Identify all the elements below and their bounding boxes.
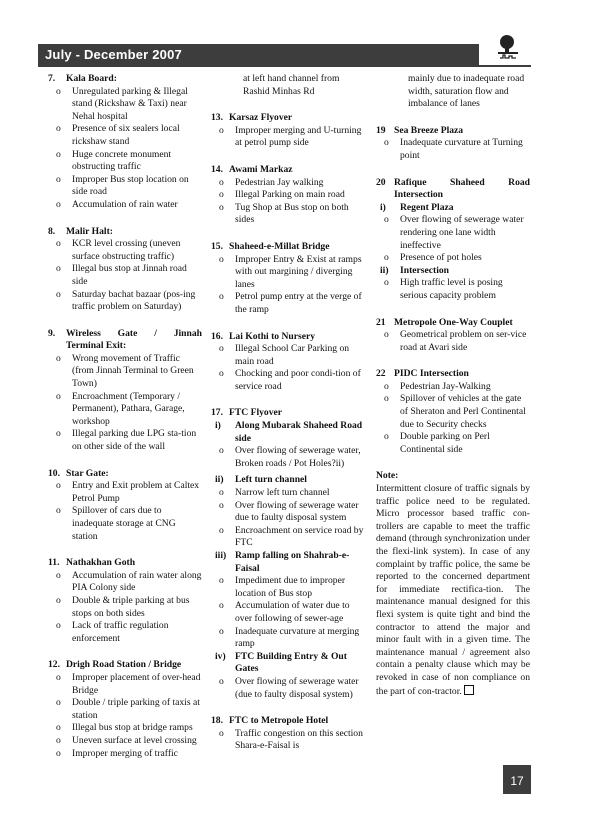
section-title-continued: Intersection — [394, 189, 444, 201]
column-2 — [211, 73, 367, 767]
list-item: o Improper placement of over-head Bridge — [56, 671, 201, 696]
section-number: 11. — [48, 557, 60, 569]
section-19 — [376, 125, 530, 163]
list-item: o Geometrical problem on ser-vice road at Avari side — [384, 329, 527, 353]
section-12 — [48, 659, 202, 760]
list-item: o Inadequate curvature at Turning point — [384, 137, 523, 161]
section-title: Awami Markaz — [229, 163, 293, 175]
list-item: o Improper merging of traffic — [56, 747, 178, 759]
continued-text: at left hand channel from Rashid Minhas Rd — [243, 73, 340, 97]
section-8 — [48, 226, 202, 314]
list-item: o Lack of traffic regulation enforcement — [56, 620, 169, 644]
column-1 — [48, 73, 202, 774]
organization-logo-icon — [492, 30, 528, 66]
section-20 — [376, 177, 530, 303]
section-number: 16. — [211, 330, 223, 342]
list-item: o Illegal parking due LPG sta-tion on other side of the wall — [56, 428, 197, 453]
section-number: 20 — [376, 176, 386, 188]
list-item: o Pedestrian Jay-Walking — [384, 380, 491, 392]
list-item: o Wrong movement of Traffic (from Jinnah Terminal to Green Town) — [56, 352, 194, 390]
subsection-heading: iv) FTC Building Entry & Out Gates — [215, 650, 347, 675]
section-number: 15. — [211, 240, 223, 252]
column-3 — [376, 73, 530, 698]
list-item: o Spillover of vehicles at the gate of Sheraton and Perl Continental due to Security checks — [384, 393, 526, 430]
list-item: o Impediment due to improper location of Bus stop — [219, 575, 346, 599]
note-block — [376, 470, 530, 698]
section-title-continued: Terminal Exit: — [66, 340, 127, 352]
end-mark-icon — [464, 685, 474, 695]
section-12-continued — [211, 73, 367, 98]
list-item: o Pedestrian Jay walking — [219, 176, 324, 188]
section-18 — [211, 715, 367, 753]
list-item: o Inadequate curvature at merging ramp — [219, 625, 360, 650]
section-15 — [211, 241, 367, 317]
list-item: o Tug Shop at Bus stop on both sides — [219, 201, 349, 226]
section-number: 22 — [376, 368, 386, 380]
page-number-underline — [503, 793, 531, 794]
list-item: o Illegal Parking on main road — [219, 189, 345, 201]
section-title: Kala Board: — [66, 73, 117, 84]
list-item: o High traffic level is posing serious capacity problem — [384, 277, 503, 301]
section-number: 19 — [376, 124, 386, 136]
section-number: 9. — [48, 327, 56, 339]
section-10 — [48, 468, 202, 544]
section-number: 14. — [211, 163, 223, 175]
list-item: o Entry and Exit problem at Caltex Petrol Pump — [56, 480, 200, 504]
section-18-continued — [376, 73, 530, 111]
list-item: o Illegal bus stop at Jinnah road side — [56, 263, 187, 287]
list-item: o Petrol pump entry at the verge of the ramp — [219, 291, 362, 315]
section-title: Karsaz Flyover — [229, 112, 293, 124]
section-16 — [211, 331, 367, 394]
section-14 — [211, 164, 367, 227]
note-title: Note: — [376, 470, 399, 482]
section-21 — [376, 317, 530, 355]
list-item: o Uneven surface at level crossing — [56, 734, 197, 746]
list-item: o Encroachment on service road by FTC — [219, 524, 364, 549]
section-title: Wireless Gate / Jinnah — [66, 327, 202, 339]
section-number: 21 — [376, 316, 386, 328]
list-item: o Spillover of cars due to inadequate storage at CNG station — [56, 505, 176, 542]
subsection-heading: i) Along Mubarak Shaheed Road side — [215, 420, 363, 444]
list-item: o Presence of six sealers local rickshaw stand — [56, 123, 180, 147]
section-title: Rafique Shaheed Road — [394, 176, 530, 188]
section-11 — [48, 557, 202, 645]
list-item: o Illegal School Car Parking on main road — [219, 343, 350, 367]
list-item: o Chocking and poor condi-tion of service road — [219, 368, 361, 392]
section-title: FTC to Metropole Hotel — [229, 715, 329, 727]
section-title: FTC Flyover — [229, 407, 283, 419]
section-13 — [211, 112, 367, 150]
section-22 — [376, 368, 530, 456]
list-item: o Narrow left turn channel — [219, 487, 330, 499]
header-title: July - December 2007 — [45, 47, 182, 62]
section-9 — [48, 328, 202, 454]
list-item: o Over flowing of sewerage water, Broken roads / Pot Holes?ii) — [219, 445, 361, 469]
section-17 — [211, 407, 367, 701]
list-item: o Unregulated parking & Illegal stand (Rickshaw & Taxi) near Nehal hospital — [56, 85, 188, 122]
section-number: 7. — [48, 73, 56, 84]
list-item: o Improper merging and U-turning at petrol pump side — [219, 124, 362, 149]
note-text: Intermittent closure of traffic signals by traffic police need to be regulated. Micro processor based traffic con-trollers are capable to meet the traffic demand (through synchronization under the flexi-link system). In case of any complaint by traffic police, the same be reported to the concerned department for immediate rectifica-tion. The maintenance manual designed for this flexi system is quite tight and bind the contractor to attend the major and minor fault with in a given time. The maintenance manual / agreement also contain a penalty clause which may be revoked in case of non compliance on the part of con-tractor. — [376, 483, 530, 697]
section-number: 8. — [48, 225, 56, 237]
subsection-heading: ii) Left turn channel — [215, 474, 307, 486]
list-item: o Improper Bus stop location on side road — [56, 173, 189, 198]
section-title: Nathakhan Goth — [66, 557, 136, 569]
page-number: 17 — [503, 765, 531, 793]
section-number: 13. — [211, 112, 223, 124]
list-item: o Over flowing of sewerage water due to faulty disposal system — [219, 499, 359, 524]
list-item: o Encroachment (Temporary / Permanent), Pathara, Garage, workshop — [56, 390, 185, 427]
section-title: PIDC Intersection — [394, 368, 469, 380]
list-item: o Accumulation of rain water — [56, 198, 178, 210]
subsection-heading: ii) Intersection — [380, 264, 450, 276]
list-item: o Double parking on Perl Continental side — [384, 431, 490, 455]
list-item: o Double / triple parking of taxis at station — [56, 697, 200, 721]
list-item: o KCR level crossing (uneven surface obstructing traffic) — [56, 238, 181, 262]
list-item: o Double & triple parking at bus stops on both sides — [56, 594, 190, 619]
section-7 — [48, 73, 202, 212]
subsection-heading: iii) Ramp falling on Shahrab-e-Faisal — [215, 550, 350, 574]
list-item: o Accumulation of water due to over following of sewer-age — [219, 600, 350, 624]
section-number: 17. — [211, 407, 223, 419]
list-item: o Accumulation of rain water along PIA Colony side — [56, 569, 202, 594]
section-title: Malir Halt: — [66, 225, 113, 237]
list-item: o Over flowing of sewerage water (due to faulty disposal system) — [219, 675, 359, 700]
list-item: o Illegal bus stop at bridge ramps — [56, 722, 193, 734]
subsection-heading: i) Regent Plaza — [380, 201, 454, 213]
section-number: 10. — [48, 467, 60, 479]
section-number: 18. — [211, 715, 223, 727]
section-title: Lai Kothi to Nursery — [229, 330, 316, 342]
section-number: 12. — [48, 659, 60, 671]
section-title: Drigh Road Station / Bridge — [66, 659, 182, 671]
continued-text: mainly due to inadequate road width, saturation flow and imbalance of lanes — [408, 73, 525, 110]
section-title: Sea Breeze Plaza — [394, 124, 464, 136]
section-title: Shaheed-e-Millat Bridge — [229, 240, 330, 252]
list-item: o Traffic congestion on this section Shara-e-Faisal is — [219, 727, 363, 752]
list-item: o Huge concrete monument obstructing traffic — [56, 148, 172, 173]
list-item: o Presence of pot holes — [384, 252, 482, 264]
list-item: o Over flowing of sewerage water rendering one lane width ineffective — [384, 214, 524, 251]
list-item: o Saturday bachat bazaar (pos-ing traffic problem on Saturday) — [56, 288, 196, 313]
section-title: Metropole One-Way Couplet — [394, 316, 513, 328]
section-title: Star Gate: — [66, 467, 109, 479]
list-item: o Improper Entry & Exist at ramps with out margining / diverging lanes — [219, 253, 362, 290]
